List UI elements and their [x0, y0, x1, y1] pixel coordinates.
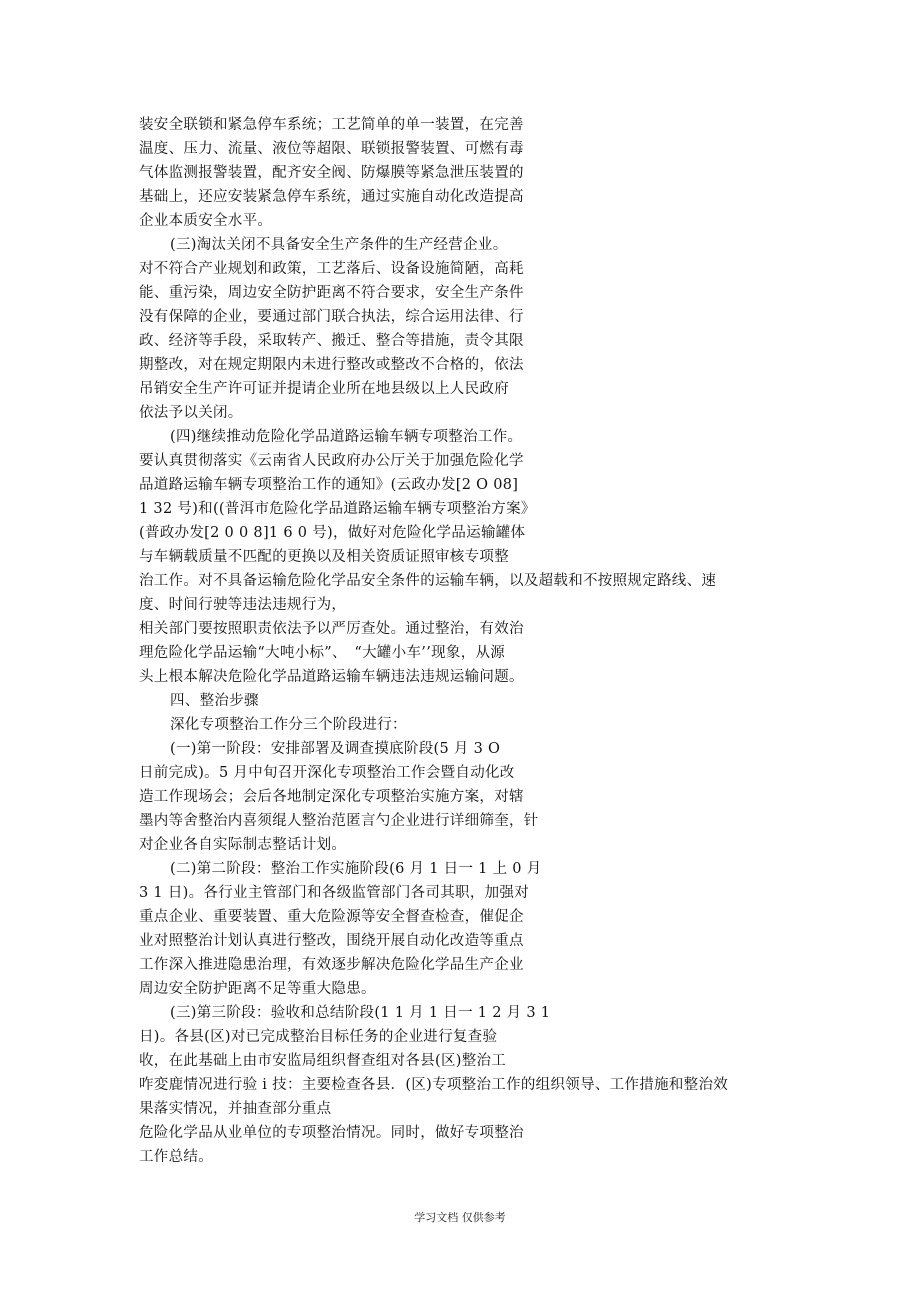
text-line: 危险化学品从业单位的专项整治情况。同时，做好专项整治: [139, 1125, 524, 1141]
text-line: 墨内等舍整治内喜须绲人整治范匿言勺企业进行详细筛奎，针: [139, 813, 539, 829]
text-line: 理危险化学品运输“大吨小标”、 “大罐小车’’现象，从源: [139, 645, 506, 661]
section-heading: (二)第二阶段：整治工作实施阶段(6 月 1 日一 1 上 0 月: [170, 861, 542, 877]
text-line: 期整改，对在规定期限内未进行整改或整改不合格的，依法: [139, 357, 524, 373]
text-line: 1 32 号)和((普洱市危险化学品道路运输车辆专项整治方案》: [139, 501, 536, 517]
text-line: 日前完成)。5 月中旬召开深化专项整治工作会暨自动化改: [139, 765, 515, 781]
text-line: 品道路运输车辆专项整治工作的通知》(云政办发[2 O 08]: [139, 477, 519, 493]
text-line: 头上根本解决危险化学品道路运输车辆违法违规运输问题。: [139, 669, 524, 685]
text-line: 对不符合产业规划和政策，工艺落后、设备设施简陋，高耗: [139, 261, 524, 277]
text-line: 温度、压力、流量、液位等超限、联锁报警装置、可燃有毒: [139, 141, 524, 157]
text-line: 没有保障的企业，要通过部门联合执法，综合运用法律、行: [139, 309, 524, 325]
text-line: 造工作现场会；会后各地制定深化专项整治实施方案，对辖: [139, 789, 524, 805]
section-heading: (四)继续推动危险化学品道路运输车辆专项整治工作。: [170, 429, 523, 445]
text-line: 重点企业、重要装置、重大危险源等安全督查检查，催促企: [139, 909, 524, 925]
text-line: 企业本质安全水平。: [139, 213, 273, 229]
text-line: 收，在此基础上由市安监局组织督查组对各县(区)整治工: [139, 1053, 507, 1069]
section-heading: 四、整治步骤: [170, 693, 259, 709]
text-line: 与车辆载质量不匹配的更换以及相关资质证照审核专项整: [139, 549, 509, 565]
section-heading: (三)第三阶段：验收和总结阶段(1 1 月 1 日一 1 2 月 3 1: [170, 1005, 551, 1021]
text-line: 依法予以关闭。: [139, 405, 243, 421]
text-line: 能、重污染，周边安全防护距离不符合要求，安全生产条件: [139, 285, 524, 301]
text-line: 吊销安全生产许可证并提请企业所在地县级以上人民政府: [139, 381, 509, 397]
text-line: 相关部门要按照职责依法予以严厉查处。通过整治，有效治: [139, 621, 524, 637]
text-line: 政、经济等手段，采取转产、搬迁、整合等措施，责令其限: [139, 333, 524, 349]
text-line: 业对照整治计划认真进行整改，围绕开展自动化改造等重点: [139, 933, 524, 949]
text-line: 3 1 日)。各行业主管部门和各级监管部门各司其职，加强对: [139, 885, 530, 901]
text-line: 工作深入推进隐患治理，有效逐步解决危险化学品生产企业: [139, 957, 524, 973]
text-line: 日)。各县(区)对已完成整治目标任务的企业进行复查验: [139, 1029, 498, 1045]
text-line: 要认真贯彻落实《云南省人民政府办公厅关于加强危险化学: [139, 453, 524, 469]
text-line: 周边安全防护距离不足等重大隐患。: [139, 981, 376, 997]
text-line: 咋変鹿情况进行验 i 技：主要检查各县．(区)专项整治工作的组织领导、工作措施和整治效: [139, 1077, 729, 1093]
text-line: 果落实情况，并抽查部分重点: [139, 1101, 332, 1117]
text-line: 深化专项整治工作分三个阶段进行：: [170, 717, 407, 733]
text-line: 工作总结。: [139, 1149, 213, 1165]
text-line: 对企业各自实际制志整话计划。: [139, 837, 347, 853]
page-footer: 学习文档 仅供参考: [414, 1211, 506, 1224]
text-line: 治工作。对不具备运输危险化学品安全条件的运输车辆，以及超载和不按照规定路线、速: [139, 573, 717, 589]
text-line: (普政办发[2 0 0 8]1 6 0 号)，做好对危险化学品运输罐体: [139, 525, 526, 541]
text-line: 基础上，还应安装紧急停车系统，通过实施自动化改造提高: [139, 189, 524, 205]
text-line: 气体监测报警装置，配齐安全阀、防爆膜等紧急泄压装置的: [139, 165, 524, 181]
section-heading: (一)第一阶段：安排部署及调查摸底阶段(5 月 3 O: [170, 741, 501, 757]
text-line: 度、时间行驶等违法违规行为，: [139, 597, 347, 613]
section-heading: (三)淘汰关闭不具备安全生产条件的生产经营企业。: [170, 237, 508, 253]
text-line: 装安全联锁和紧急停车系统；工艺简单的单一装置，在完善: [139, 117, 524, 133]
